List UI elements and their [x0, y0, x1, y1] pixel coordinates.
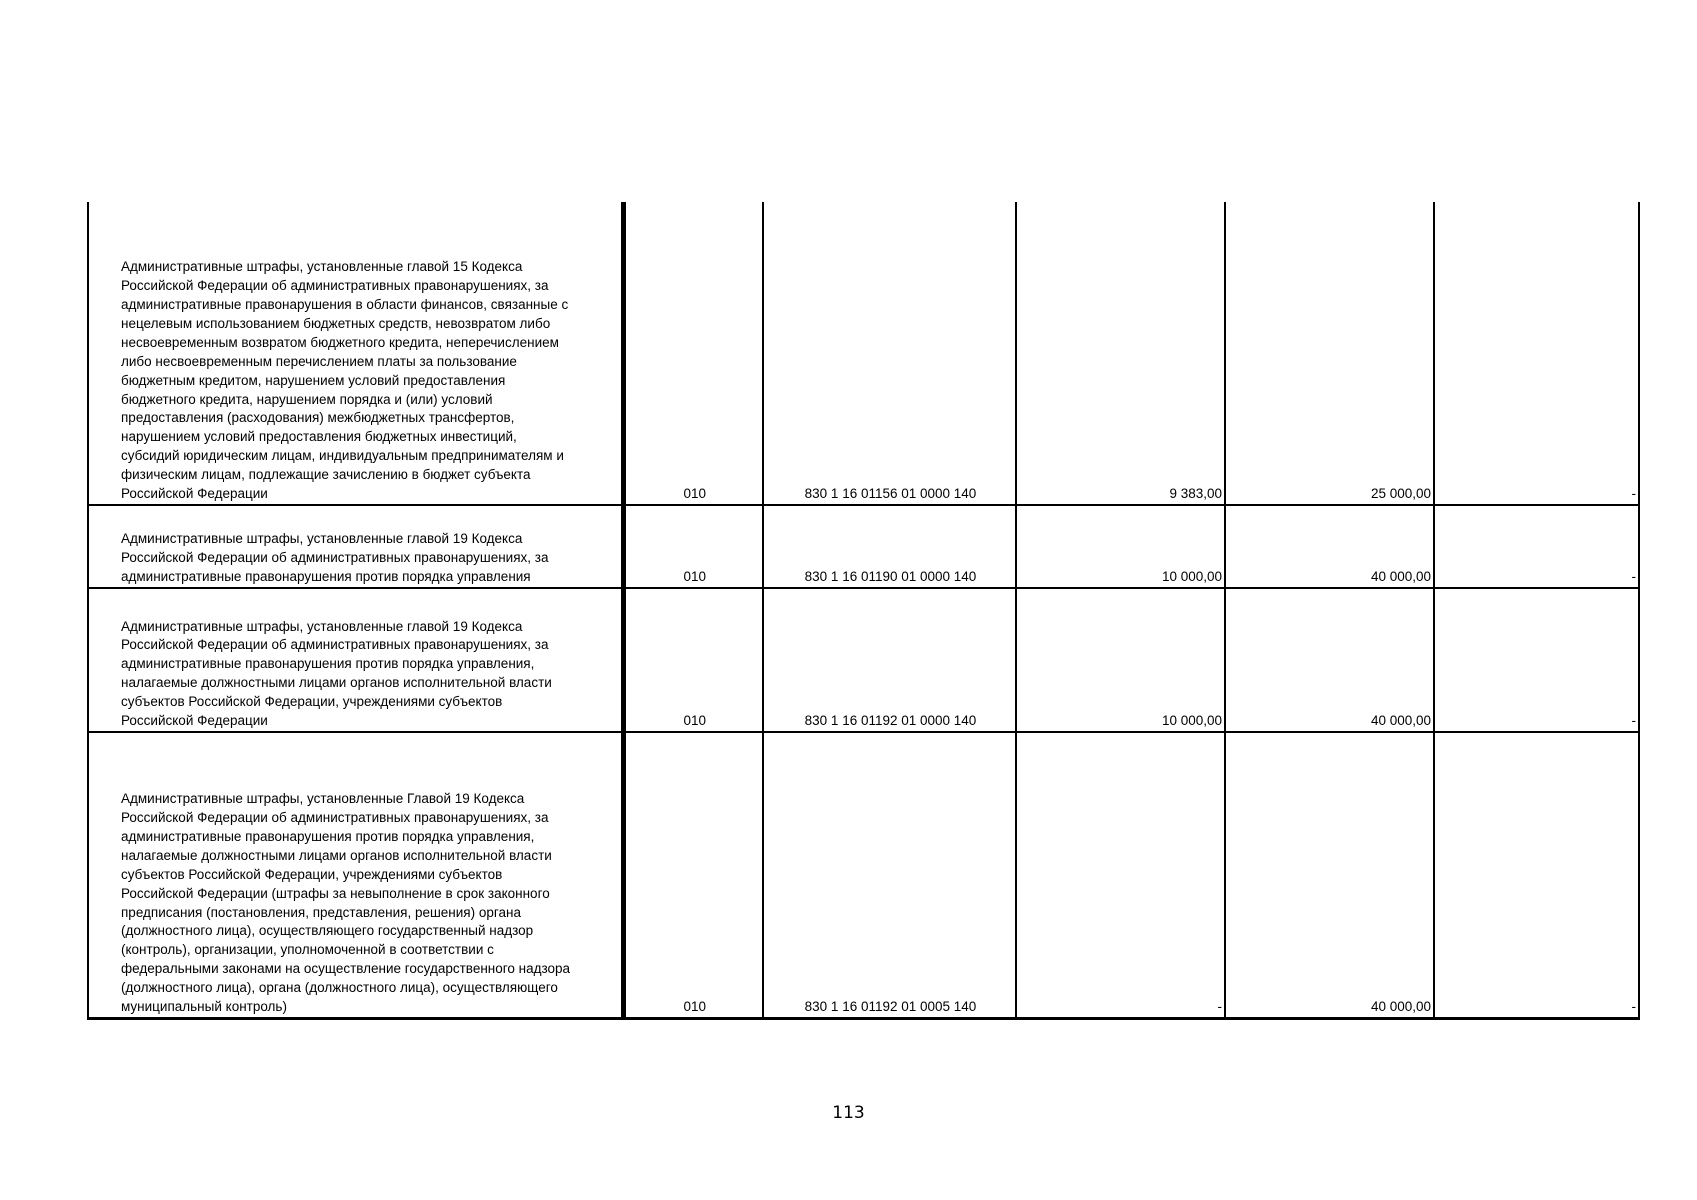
row-value-1: 9 383,00 [1016, 202, 1225, 505]
row-budget-code: 830 1 16 01192 01 0000 140 [763, 588, 1016, 732]
page-number: 113 [832, 1103, 865, 1123]
table-row [88, 202, 1639, 505]
row-budget-code: 830 1 16 01156 01 0000 140 [763, 202, 1016, 505]
row-description: Административные штрафы, установленные главой 15 Кодекса Российской Федерации об административных правонарушениях, за административные правонарушения в области финансов, связанные с нецелевым использованием бюджетных средств, невозвратом либо несвоевременным возвратом бюджетного кредита, неперечислением либо несвоевременным перечислением платы за пользование бюджетным кредитом, нарушением условий предоставления бюджетного кредита, нарушением порядка и (или) условий предоставления (расходования) межбюджетных трансфертов, нарушением условий предоставления бюджетных инвестиций, субсидий юридическим лицам, индивидуальным предпринимателям и физическим лицам, подлежащие зачислению в бюджет субъекта Российской Федерации [88, 202, 623, 505]
table-row [88, 588, 1639, 732]
revenue-table [87, 202, 1640, 1020]
row-budget-code: 830 1 16 01190 01 0000 140 [763, 505, 1016, 588]
row-value-1: - [1016, 732, 1225, 1019]
row-line-code: 010 [623, 202, 763, 505]
row-value-3: - [1434, 732, 1639, 1019]
row-description: Административные штрафы, установленные главой 19 Кодекса Российской Федерации об административных правонарушениях, за административные правонарушения против порядка управления, налагаемые должностными лицами органов исполнительной власти субъектов Российской Федерации, учреждениями субъектов Российской Федерации [88, 588, 623, 732]
table-row [88, 505, 1639, 588]
row-line-code: 010 [623, 588, 763, 732]
row-description: Административные штрафы, установленные главой 19 Кодекса Российской Федерации об административных правонарушениях, за административные правонарушения против порядка управления [88, 505, 623, 588]
row-budget-code: 830 1 16 01192 01 0005 140 [763, 732, 1016, 1019]
row-value-2: 40 000,00 [1225, 732, 1434, 1019]
row-value-1: 10 000,00 [1016, 505, 1225, 588]
row-value-2: 25 000,00 [1225, 202, 1434, 505]
row-description: Административные штрафы, установленные Главой 19 Кодекса Российской Федерации об административных правонарушениях, за административные правонарушения против порядка управления, налагаемые должностными лицами органов исполнительной власти субъектов Российской Федерации, учреждениями субъектов Российской Федерации (штрафы за невыполнение в срок законного предписания (постановления, представления, решения) органа (должностного лица), осуществляющего государственный надзор (контроль), организации, уполномоченной в соответствии с федеральными законами на осуществление государственного надзора (должностного лица), органа (должностного лица), осуществляющего муниципальный контроль) [88, 732, 623, 1019]
row-value-2: 40 000,00 [1225, 505, 1434, 588]
row-line-code: 010 [623, 732, 763, 1019]
row-value-1: 10 000,00 [1016, 588, 1225, 732]
row-value-2: 40 000,00 [1225, 588, 1434, 732]
row-value-3: - [1434, 505, 1639, 588]
row-value-3: - [1434, 588, 1639, 732]
table-row [88, 732, 1639, 1019]
row-value-3: - [1434, 202, 1639, 505]
row-line-code: 010 [623, 505, 763, 588]
